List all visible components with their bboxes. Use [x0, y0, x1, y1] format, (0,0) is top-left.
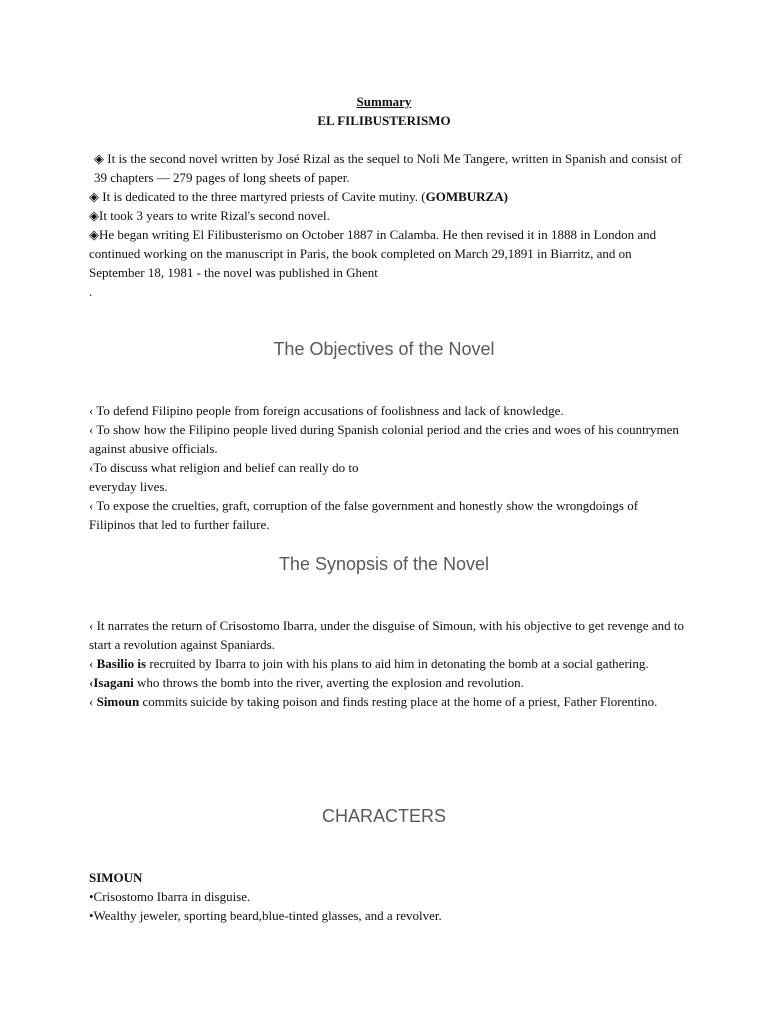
intro-section	[89, 149, 684, 282]
character-name-simoun: SIMOUN	[89, 870, 143, 885]
intro-gomburza: GOMBURZA)	[425, 189, 508, 204]
synopsis-item	[89, 673, 684, 692]
objectives-list	[89, 401, 684, 534]
synopsis-basilio: Basilio is	[96, 656, 147, 671]
synopsis-marker: ‹	[89, 694, 97, 709]
synopsis-isagani: ‹Isagani	[89, 675, 134, 690]
objective-item: ‹To discuss what religion and belief can really do to	[89, 460, 359, 475]
objective-item: ‹ To expose the cruelties, graft, corruption of the false government and honestly show the wrongdoings of Filipinos that led to further failure.	[89, 498, 639, 532]
objectives-heading: The Objectives of the Novel	[273, 339, 495, 359]
synopsis-simoun-text: commits suicide by taking poison and finds resting place at the home of a priest, Father Florentino.	[139, 694, 658, 709]
objective-item: ‹ To show how the Filipino people lived during Spanish colonial period and the cries and woes of his countrymen against abusive officials.	[89, 422, 679, 456]
objective-item: ‹ To defend Filipino people from foreign accusations of foolishness and lack of knowledge.	[89, 403, 564, 418]
synopsis-item: ‹ It narrates the return of Crisostomo Ibarra, under the disguise of Simoun, with his objective to get revenge and to start a revolution against Spaniards.	[89, 618, 684, 652]
intro-dedication-text: ◈ It is dedicated to the three martyred priests of Cavite mutiny. (	[89, 189, 426, 204]
characters-list	[89, 868, 684, 925]
synopsis-basilio-text: recruited by Ibarra to join with his plans to aid him in detonating the bomb at a social gathering.	[146, 656, 649, 671]
character-trait: •Wealthy jeweler, sporting beard,blue-tinted glasses, and a revolver.	[89, 908, 442, 923]
character-trait: •Crisostomo Ibarra in disguise.	[89, 889, 251, 904]
synopsis-marker: ‹	[89, 656, 97, 671]
synopsis-item	[89, 692, 684, 711]
intro-line-three-years: ◈It took 3 years to write Rizal's second novel.	[89, 208, 330, 223]
objective-item: everyday lives.	[89, 479, 168, 494]
synopsis-simoun: Simoun	[96, 694, 140, 709]
summary-heading: Summary	[356, 94, 412, 109]
document-title: EL FILIBUSTERISMO	[317, 113, 451, 128]
synopsis-list	[89, 616, 684, 711]
synopsis-item	[89, 654, 684, 673]
characters-heading: CHARACTERS	[321, 806, 446, 826]
synopsis-isagani-text: who throws the bomb into the river, averting the explosion and revolution.	[133, 675, 524, 690]
intro-line-writing-history: ◈He began writing El Filibusterismo on October 1887 in Calamba. He then revised it in 1888 in London and continued working on the manuscript in Paris, the book completed on March 29,1891 in Biarritz, and on September 18, 1981 - the novel was published in Ghent	[89, 227, 657, 280]
trailing-dot: .	[89, 284, 93, 299]
intro-line-second-novel: ◈ It is the second novel written by José Rizal as the sequel to Noli Me Tangere, written in Spanish and consist of 39 chapters — 279 pages of long sheets of paper.	[94, 151, 682, 185]
synopsis-heading: The Synopsis of the Novel	[278, 554, 490, 574]
intro-line-dedication	[89, 187, 684, 206]
